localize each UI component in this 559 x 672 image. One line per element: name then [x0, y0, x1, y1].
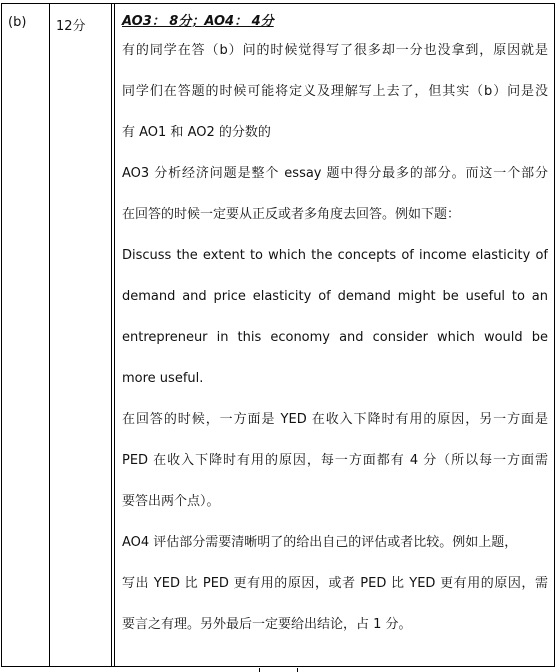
- marks-label: 12分: [56, 19, 86, 34]
- text-line: AO3 分析经济问题是整个 essay 题中得分最多的部分。而这一个部分: [122, 166, 548, 181]
- text-line: 要言之有理。另外最后一定要给出结论，占 1 分。: [122, 617, 412, 632]
- assessment-objectives-heading: AO3： 8分；AO4： 4分: [122, 14, 274, 29]
- guidance-content: [115, 4, 554, 650]
- table-row: [2, 4, 555, 667]
- text-line: 同学们在答题的时候可能将定义及理解写上去了，但其实（b）问是没: [122, 84, 548, 99]
- text-line: 写出 YED 比 PED 更有用的原因，或者 PED 比 YED 更有用的原因，需: [122, 576, 548, 591]
- guidance-cell: [112, 4, 555, 667]
- table-border-tick: [297, 668, 298, 672]
- text-line: AO4 评估部分需要清晰明了的给出自己的评估或者比较。例如上题，: [122, 535, 518, 550]
- text-line: 在回答的时候，一方面是 YED 在收入下降时有用的原因，另一方面是: [122, 412, 548, 427]
- text-line: 在回答的时候一定要从正反或者多角度去回答。例如下题：: [122, 207, 461, 222]
- text-line: demand and price elasticity of demand might be useful to an: [122, 289, 548, 304]
- text-line: 要答出两个点）。: [122, 494, 220, 509]
- text-line: 有的同学在答（b）问的时候觉得写了很多却一分也没拿到，原因就是: [122, 43, 548, 58]
- text-line: 有 AO1 和 AO2 的分数的: [122, 125, 271, 140]
- table-border-tick: [259, 668, 260, 672]
- text-line: more useful.: [122, 371, 204, 386]
- guidance-inner-box: [114, 4, 554, 666]
- marks-cell: [50, 4, 112, 667]
- text-line: Discuss the extent to which the concepts of income elasticity of: [122, 248, 548, 263]
- question-part-label: (b): [8, 15, 27, 30]
- marking-scheme-table: [1, 3, 555, 667]
- question-part-cell: [2, 4, 50, 667]
- text-line: PED 在收入下降时有用的原因，每一方面都有 4 分（所以每一方面需: [122, 453, 548, 468]
- text-line: entrepreneur in this economy and consider which would be: [122, 330, 548, 345]
